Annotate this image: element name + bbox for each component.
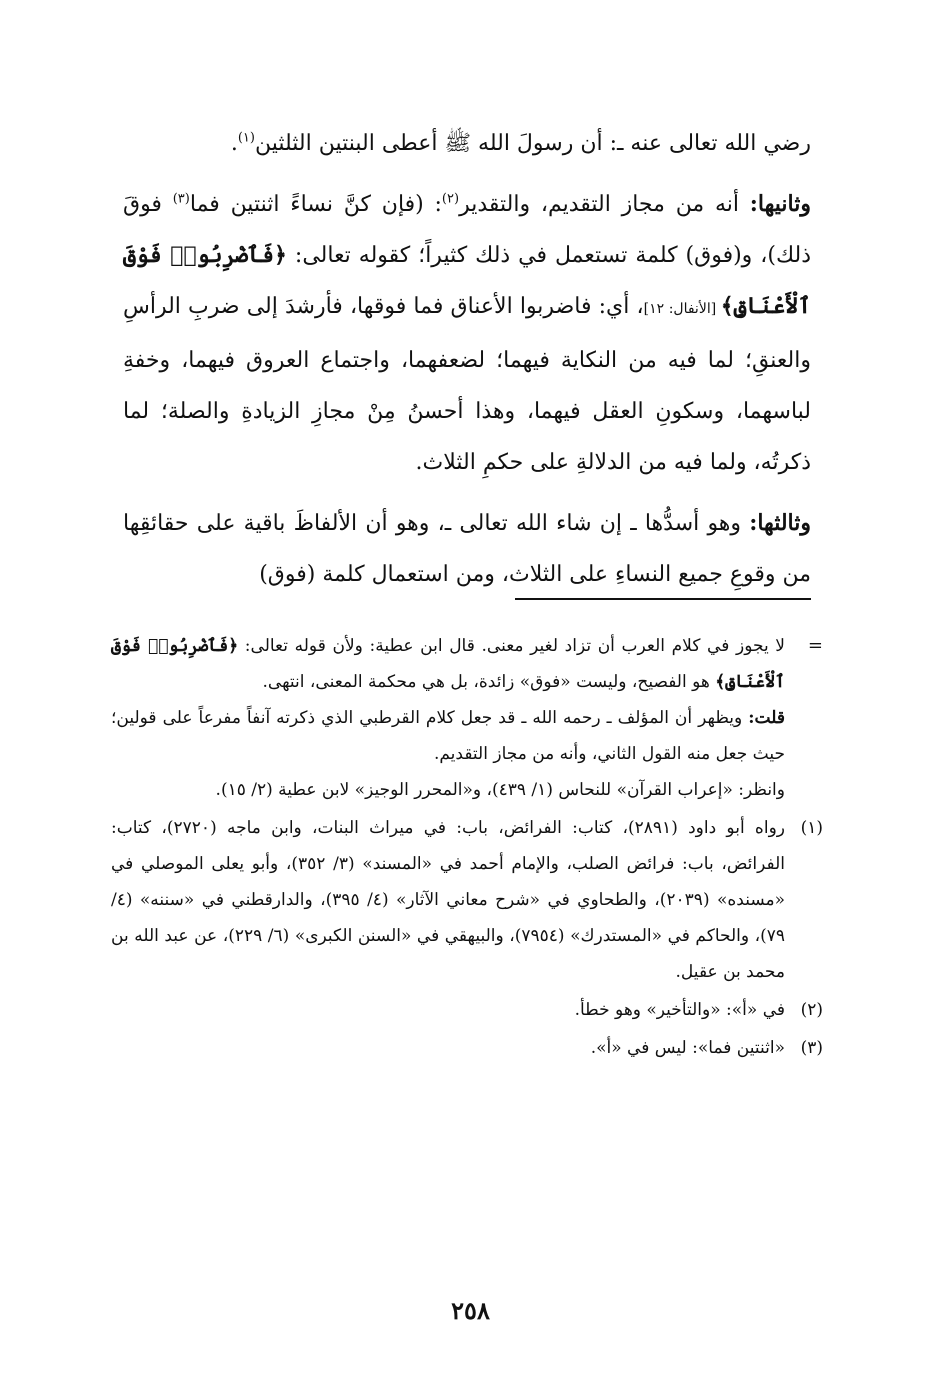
- footnote-2-number: (٢): [800, 1000, 823, 1020]
- paragraph-3: [123, 498, 811, 600]
- paragraph-2: [123, 179, 811, 488]
- footnote-3: [111, 1030, 823, 1066]
- p1-text: رضي الله تعالى عنه ـ: أن رسولَ الله ﷺ أعطى البنتين الثلثين: [254, 131, 811, 156]
- page-number: ٢٥٨: [451, 1296, 490, 1325]
- footnotes: [111, 628, 823, 1066]
- verse-reference: [الأنفال: ١٢]: [643, 301, 721, 317]
- continuation-para-1: [111, 628, 785, 700]
- continuation-para-3: وانظر: «إعراب القرآن» للنحاس (١/ ٤٣٩)، و«المحرر الوجيز» لابن عطية (٢/ ١٥).: [215, 780, 785, 800]
- footnote-3-text: «اثنتين فما»: ليس في «أ».: [590, 1038, 785, 1058]
- main-text: [123, 118, 811, 600]
- p2-text-b: : (فإن كنَّ نساءً اثنتين فما: [189, 192, 442, 217]
- footnote-3-number: (٣): [800, 1038, 823, 1058]
- p3-text: وهو أسدُّها ـ إن شاء الله تعالى ـ، وهو أن الألفاظَ باقية على حقائقِها من وقوعِ جميع النساءِ على الثلاث، ومن استعمال كلمة (فوق): [123, 511, 811, 587]
- continuation-text-b: هو الفصيح، وليست «فوق» زائدة، بل هي محكمة المعنى، انتهى.: [262, 672, 716, 692]
- footnote-2-text: في «أ»: «والتأخير» وهو خطأ.: [574, 1000, 785, 1020]
- continuation-text-c: ويظهر أن المؤلف ـ رحمه الله ـ قد جعل كلام القرطبي الذي ذكرته آنفاً مفرعاً على قولين؛ حيث جعل منه القول الثاني، وأنه من مجاز التقديم.: [111, 708, 785, 764]
- continuation-body: [111, 628, 785, 808]
- continuation-text-a: لا يجوز في كلام العرب أن تزاد لغير معنى. قال ابن عطية: ولأن قوله تعالى:: [238, 636, 786, 656]
- p3-lead: وثالثها:: [749, 510, 811, 536]
- continuation-para-2: [111, 700, 785, 772]
- footnote-separator: [515, 598, 811, 600]
- quran-verse: ﴿فَٱضْرِبُوا۟ فَوْقَ ٱلْأَعْنَاقِ﴾: [123, 242, 811, 319]
- footnote-1-text: رواه أبو داود (٢٨٩١)، كتاب: الفرائض، باب: في ميراث البنات، وابن ماجه (٢٧٢٠)، كتاب: الفرائض، باب: فرائض الصلب، والإمام أحمد في «المسند» (٣/ ٣٥٢)، وأبو يعلى الموصلي في «مسنده» (٢٠٣٩)، والطحاوي في «شرح معاني الآثار» (٤/ ٣٩٥)، والدارقطني في «سننه» (٤/ ٧٩)، والحاكم في «المستدرك» (٧٩٥٤)، والبيهقي في «السنن الكبرى» (٦/ ٢٢٩)، عن عبد الله بن محمد بن عقيل.: [111, 818, 786, 982]
- p2-text-d: ، أي: فاضربوا الأعناق فما فوقها، فأرشدَ إلى ضربِ الرأسِ والعنقِ؛ لما فيه من النكاية فيهما؛ لضعفهما، واجتماع العروق فيهما، وخفةِ لباسهما، وسكونِ العقل فيهما، وهذا أحسنُ مِنْ مجازِ الزيادةِ والصلة؛ لما ذكرتُه، ولما فيه من الدلالةِ على حكمِ الثلاث.: [123, 294, 811, 475]
- continuation-marker: =: [807, 635, 823, 656]
- footnote-ref-2[interactable]: (٢): [441, 191, 460, 207]
- p2-lead: وثانيها:: [749, 191, 811, 217]
- footnote-ref-3[interactable]: (٣): [172, 191, 190, 207]
- footnote-1: [111, 810, 823, 990]
- p2-text-a: أنه من مجاز التقديم، والتقدير: [459, 192, 750, 217]
- continuation-lead: قلت:: [748, 708, 785, 728]
- p1-end: .: [230, 131, 238, 156]
- footnote-2: [111, 992, 823, 1028]
- paragraph-1: [123, 118, 811, 169]
- footnote-continuation: [111, 628, 823, 808]
- footnote-ref-1[interactable]: (١): [237, 130, 255, 146]
- p2-text-c: فوقَ ذلك)، و(فوق) كلمة تستعمل في ذلك كثيراً؛ كقوله تعالى:: [123, 192, 811, 268]
- footnote-1-number: (١): [800, 818, 823, 838]
- footnote-quran-verse: ﴿فَٱضْرِبُوا۟ فَوْقَ ٱلْأَعْنَاقِ﴾: [111, 636, 785, 692]
